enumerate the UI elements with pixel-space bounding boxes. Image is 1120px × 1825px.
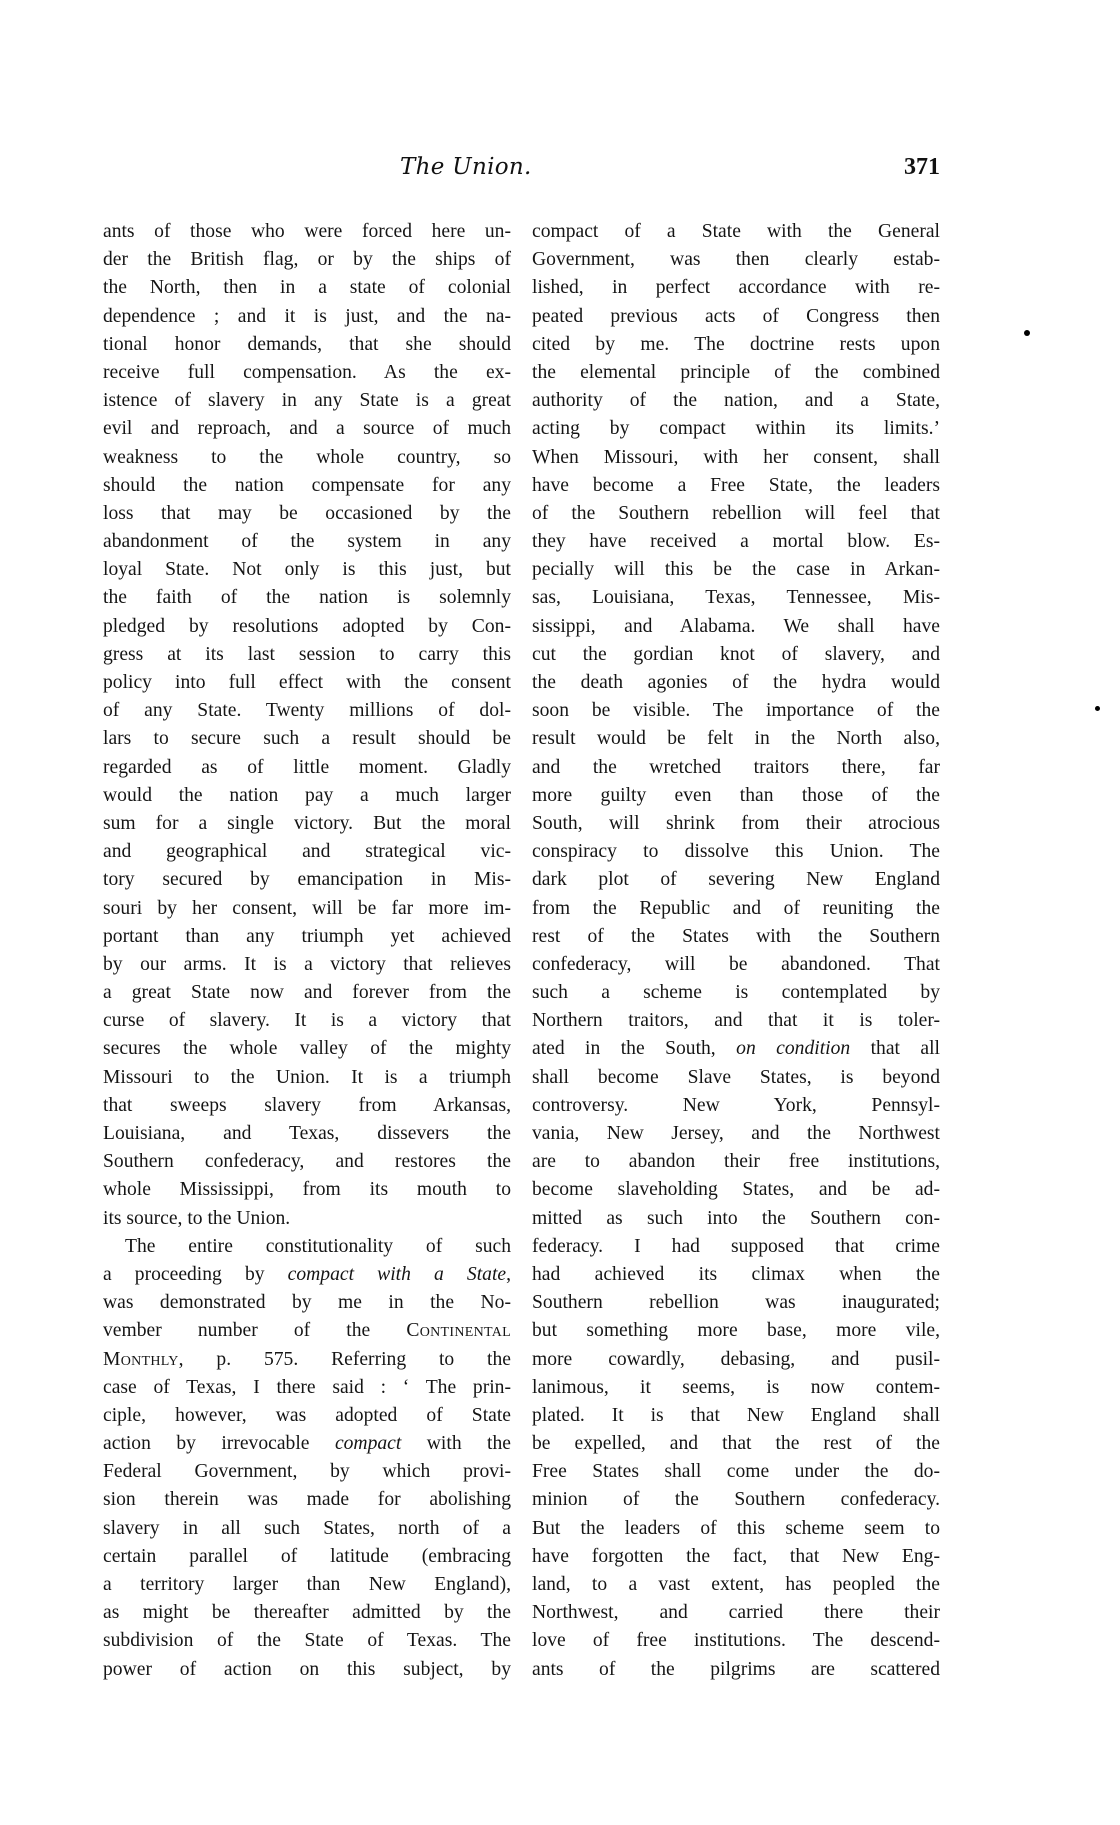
line-text: portant than any triumph yet achieved [103,925,511,947]
line-text: regarded as of little moment. Gladly [103,756,511,778]
text-line [103,697,511,725]
line-text: slavery in all such States, north of a [103,1517,511,1539]
line-text: that sweeps slavery from Arkansas, [103,1094,511,1116]
text-line [103,725,511,753]
line-text: more cowardly, debasing, and pusil- [532,1348,940,1370]
text-line [103,1458,511,1486]
line-text: When Missouri, with her consent, shall [532,446,940,468]
page-number: 371 [904,154,940,180]
text-line [532,1627,940,1655]
line-text: would the nation pay a much larger [103,784,511,806]
text-line [103,1515,511,1543]
text-line [103,1092,511,1120]
line-text: conspiracy to dissolve this Union. The [532,841,940,863]
text-line [532,697,940,725]
line-text: , p. 575. Referring to the [178,1348,511,1370]
text-line [532,246,940,274]
text-line [532,1176,940,1204]
line-text: dependence ; and it is just, and the na- [103,305,511,327]
line-text: cited by me. The doctrine rests upon [532,333,940,355]
text-line [532,979,940,1007]
line-text: confederacy, will be abandoned. That [532,953,940,975]
text-line [532,500,940,528]
line-text: such a scheme is contemplated by [532,982,940,1004]
text-line [532,641,940,669]
text-line [103,641,511,669]
line-text: power of action on this subject, by [103,1658,511,1680]
line-text: sum for a single victory. But the moral [103,812,511,834]
line-text: ants of the pilgrims are scattered [532,1658,940,1680]
text-line [532,556,940,584]
line-text: tional honor demands, that she should [103,333,511,355]
text-line [532,359,940,387]
line-text: sissippi, and Alabama. We shall have [532,615,940,637]
line-text: action by irrevocable [103,1433,335,1455]
text-line [532,1346,940,1374]
smallcaps-text: Continental [406,1320,511,1342]
line-text: rest of the States with the Southern [532,925,940,947]
line-text: plated. It is that New England shall [532,1404,940,1426]
text-line [103,951,511,979]
text-line [103,1317,511,1345]
text-line [532,331,940,359]
text-line [532,1515,940,1543]
text-line [103,1064,511,1092]
line-text: more guilty even than those of the [532,784,940,806]
text-line [103,1289,511,1317]
line-text: vania, New Jersey, and the Northwest [532,1123,940,1144]
text-line [103,472,511,500]
running-head [104,150,940,184]
line-text: compact of a State with the General [532,221,940,242]
italic-text: on condition [736,1038,851,1060]
text-line [532,669,940,697]
line-text: curse of slavery. It is a victory that [103,1010,511,1032]
line-text: was demonstrated by me in the No- [103,1292,511,1314]
line-text: gress at its last session to carry this [103,643,511,665]
text-line [103,246,511,274]
line-text: loss that may be occasioned by the [103,502,511,524]
text-line [103,359,511,387]
ink-speck [1095,706,1100,711]
text-line [532,1233,940,1261]
running-title: The Union. [400,154,532,180]
text-line [103,444,511,472]
text-line [103,331,511,359]
text-line [103,1176,511,1204]
line-text: , [506,1263,511,1285]
line-text: ants of those who were forced here un- [103,221,511,242]
text-line [532,866,940,894]
italic-text: compact [334,1433,402,1455]
line-text: receive full compensation. As the ex- [103,361,511,383]
text-line [103,415,511,443]
text-line [532,838,940,866]
line-text: have become a Free State, the leaders [532,474,940,496]
text-line [532,613,940,641]
line-text: whole Mississippi, from its mouth to [103,1179,511,1201]
line-text: the faith of the nation is solemnly [103,587,511,609]
text-line [532,1458,940,1486]
text-line [532,951,940,979]
line-text: der the British flag, or by the ships of [103,249,511,271]
text-line [532,1599,940,1627]
text-line [103,754,511,782]
line-text: a proceeding by [103,1263,288,1285]
line-text: lished, in perfect accordance with re- [532,277,940,299]
line-text: but something more base, more vile, [532,1320,940,1342]
line-text: sas, Louisiana, Texas, Tennessee, Mis- [532,587,940,609]
text-line [532,810,940,838]
text-line [103,669,511,697]
text-line [103,303,511,331]
line-text: they have received a mortal blow. Es- [532,531,940,553]
text-line [103,923,511,951]
line-text: South, will shrink from their atrocious [532,812,940,834]
text-line [532,754,940,782]
text-line [103,895,511,923]
line-text: with the [401,1433,511,1455]
line-text: by our arms. It is a victory that relieves [103,953,511,975]
text-line [532,218,940,246]
line-text: love of free institutions. The descend- [532,1630,940,1652]
line-text: should the nation compensate for any [103,474,511,496]
text-line [103,556,511,584]
text-line [103,1656,511,1684]
text-line [532,1035,940,1063]
line-text: authority of the nation, and a State, [532,390,940,412]
text-column-left [103,218,511,1684]
line-text: its source, to the Union. [103,1207,291,1229]
smallcaps-text: Monthly [103,1348,179,1370]
text-line [532,1374,940,1402]
text-line [532,1543,940,1571]
line-text: controversy. New York, Pennsyl- [532,1094,940,1116]
line-text: abandonment of the system in any [103,531,511,553]
text-column-right [532,218,940,1684]
line-text: tory secured by emancipation in Mis- [103,869,511,891]
text-line [103,1374,511,1402]
text-line [532,1092,940,1120]
line-text: from the Republic and of reuniting the [532,897,940,919]
line-text: evil and reproach, and a source of much [103,418,511,440]
line-text: Northwest, and carried there their [532,1602,940,1624]
line-text: subdivision of the State of Texas. The [103,1630,511,1652]
text-line [103,810,511,838]
line-text: vember number of the [103,1320,407,1342]
text-line [103,584,511,612]
line-text: as might be thereafter admitted by the [103,1602,511,1624]
text-line [532,274,940,302]
line-text: have forgotten the fact, that New Eng- [532,1545,940,1567]
text-line [103,1233,511,1261]
text-line [532,1656,940,1684]
line-text: policy into full effect with the consent [103,672,511,693]
text-line [103,500,511,528]
text-line [532,1148,940,1176]
text-line [532,1261,940,1289]
line-text: souri by her consent, will be far more im- [103,897,511,919]
line-text: result would be felt in the North also, [532,728,940,750]
text-line [532,1317,940,1345]
ink-speck [1024,330,1030,336]
text-line [532,725,940,753]
line-text: the elemental principle of the combined [532,361,940,383]
text-line [103,613,511,641]
text-line [532,1205,940,1233]
line-text: Northern traitors, and that it is toler- [532,1010,940,1032]
text-line [103,218,511,246]
text-line [103,1402,511,1430]
line-text: the North, then in a state of colonial [103,277,511,299]
line-text: mitted as such into the Southern con- [532,1207,940,1229]
line-text: Missouri to the Union. It is a triumph [103,1066,511,1088]
line-text: Federal Government, by which provi- [103,1461,511,1483]
text-line [103,274,511,302]
line-text: of any State. Twenty millions of dol- [103,700,511,722]
text-line [532,923,940,951]
text-line [103,1599,511,1627]
line-text: a great State now and forever from the [103,982,511,1004]
text-line [103,838,511,866]
line-text: The entire constitutionality of such [125,1235,511,1257]
text-line [532,1007,940,1035]
text-line [532,1571,940,1599]
line-text: Free States shall come under the do- [532,1461,940,1483]
line-text: ated in the South, [532,1038,737,1060]
line-text: minion of the Southern confederacy. [532,1489,940,1511]
text-line [103,1205,511,1233]
line-text: become slaveholding States, and be ad- [532,1179,940,1201]
line-text: and geographical and strategical vic- [103,841,511,863]
text-line [532,1120,940,1148]
text-line [532,1289,940,1317]
text-line [532,1430,940,1458]
text-line [103,1571,511,1599]
line-text: soon be visible. The importance of the [532,700,940,722]
text-line [103,782,511,810]
text-line [532,528,940,556]
text-line [103,1035,511,1063]
text-line [532,895,940,923]
text-line [103,1627,511,1655]
line-text: secures the whole valley of the mighty [103,1038,511,1060]
text-line [532,303,940,331]
text-line [532,584,940,612]
line-text: istence of slavery in any State is a great [103,390,511,412]
line-text: that all [850,1038,940,1060]
line-text: pledged by resolutions adopted by Con- [103,615,511,637]
line-text: lanimous, it seems, is now contem- [532,1376,940,1398]
line-text: Southern rebellion was inaugurated; [532,1292,940,1314]
line-text: Southern confederacy, and restores the [103,1151,511,1173]
text-line [532,472,940,500]
text-line [103,1430,511,1458]
text-line [103,528,511,556]
line-text: But the leaders of this scheme seem to [532,1517,940,1539]
text-line [103,1148,511,1176]
text-line [532,1402,940,1430]
line-text: pecially will this be the case in Arkan- [532,559,940,581]
line-text: shall become Slave States, is beyond [532,1066,940,1088]
line-text: lars to secure such a result should be [103,728,511,750]
line-text: acting by compact within its limits.’ [532,418,940,440]
text-line [532,444,940,472]
text-line [103,979,511,1007]
text-line [103,1120,511,1148]
line-text: Government, was then clearly estab- [532,249,940,271]
line-text: peated previous acts of Congress then [532,305,940,327]
line-text: a territory larger than New England), [103,1574,511,1595]
line-text: certain parallel of latitude (embracing [103,1545,511,1567]
line-text: Louisiana, and Texas, dissevers the [103,1123,511,1144]
text-line [532,782,940,810]
text-line [103,387,511,415]
text-line [532,1486,940,1514]
text-line [103,866,511,894]
line-text: are to abandon their free institutions, [532,1151,940,1173]
line-text: ciple, however, was adopted of State [103,1404,511,1426]
line-text: the death agonies of the hydra would [532,672,940,693]
line-text: be expelled, and that the rest of the [532,1433,940,1455]
line-text: case of Texas, I there said : ‘ The prin- [103,1376,511,1398]
text-line [103,1007,511,1035]
line-text: of the Southern rebellion will feel that [532,502,940,524]
line-text: federacy. I had supposed that crime [532,1235,940,1257]
text-line [103,1261,511,1289]
text-line [103,1543,511,1571]
italic-text: compact with a State [287,1263,507,1285]
line-text: and the wretched traitors there, far [532,756,940,778]
text-line [532,415,940,443]
text-line [103,1346,511,1374]
line-text: land, to a vast extent, has peopled the [532,1574,940,1595]
line-text: dark plot of severing New England [532,869,940,891]
line-text: cut the gordian knot of slavery, and [532,643,940,665]
line-text: sion therein was made for abolishing [103,1489,511,1511]
text-line [532,387,940,415]
line-text: weakness to the whole country, so [103,446,511,468]
line-text: loyal State. Not only is this just, but [103,559,511,581]
text-line [103,1486,511,1514]
line-text: had achieved its climax when the [532,1263,940,1285]
text-line [532,1064,940,1092]
